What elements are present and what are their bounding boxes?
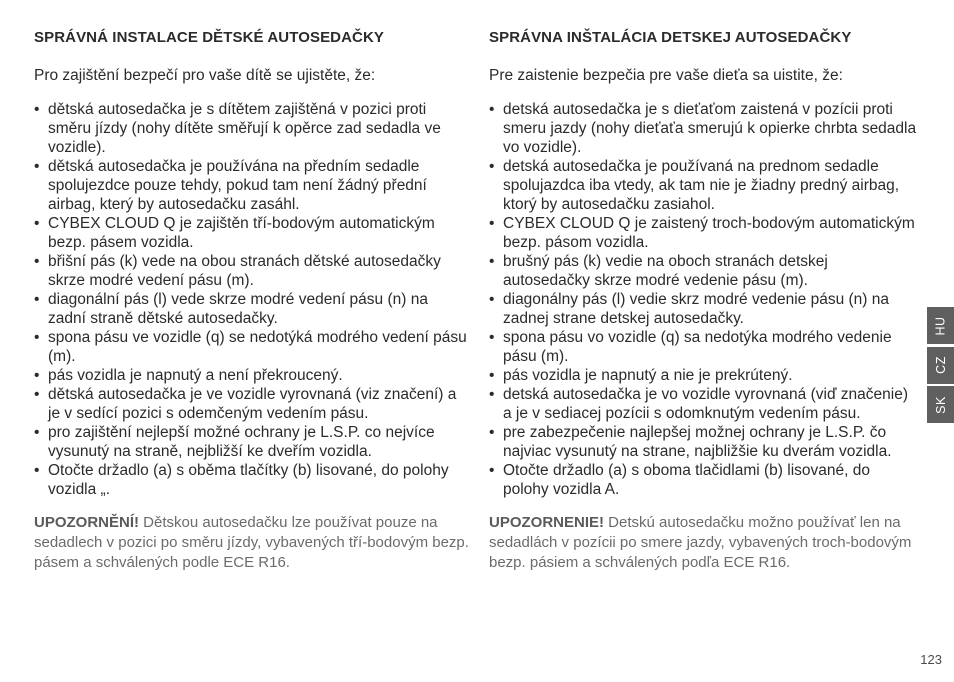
cz-heading: SPRÁVNÁ INSTALACE DĚTSKÉ AUTOSEDAČKY	[34, 29, 385, 46]
language-tabs	[927, 307, 954, 426]
cz-bullet-item: • dětská autosedačka je ve vozidle vyrovnaná (viz značení) a je v sedící pozici s odemčeným vedením pásu.	[34, 385, 470, 423]
language-tab-sk[interactable]: SK	[927, 386, 954, 423]
sk-bullet-item: • detská autosedačka je s dieťaťom zaistená v pozícii proti smeru jazdy (nohy dieťaťa smerujú k opierke chrbta sedadla vo vozidle).	[489, 100, 919, 157]
sk-bullet-item: • CYBEX CLOUD Q je zaistený troch-bodovým automatickým bezp. pásom vozidla.	[489, 214, 919, 252]
language-tab-hu[interactable]: HU	[927, 307, 954, 344]
cz-bullet-item: • dětská autosedačka je používána na předním sedadle spolujezdce pouze tehdy, pokud tam není žádný přední airbag, který by autosedačku zasáhl.	[34, 157, 470, 214]
cz-bullet-item: • Otočte držadlo (a) s oběma tlačítky (b) lisované, do polohy vozidla „.	[34, 461, 470, 499]
sk-bullet-item: • pás vozidla je napnutý a nie je prekrútený.	[489, 366, 919, 385]
cz-bullet-item: • pás vozidla je napnutý a není překroucený.	[34, 366, 470, 385]
sk-heading: SPRÁVNA INŠTALÁCIA DETSKEJ AUTOSEDAČKY	[489, 29, 852, 46]
czech-column	[34, 28, 470, 573]
sk-bullet-item: • Otočte držadlo (a) s oboma tlačidlami (b) lisované, do polohy vozidla A.	[489, 461, 919, 499]
sk-bullet-item: • detská autosedačka je používaná na prednom sedadle spolujazdca iba vtedy, ak tam nie je žiadny predný airbag, ktorý by autosedačku zasiahol.	[489, 157, 919, 214]
sk-warning-label: UPOZORNENIE!	[489, 514, 605, 531]
cz-warning	[34, 513, 470, 573]
page-number: 123	[920, 652, 942, 667]
cz-warning-label: UPOZORNĚNÍ!	[34, 514, 139, 531]
sk-bullet-item: • pre zabezpečenie najlepšej možnej ochrany je L.S.P. čo najviac vysunutý na strane, najbližšie ku dverám vozidla.	[489, 423, 919, 461]
slovak-column	[489, 28, 919, 573]
cz-bullet-list	[34, 100, 470, 499]
language-tab-cz[interactable]: CZ	[927, 347, 954, 384]
cz-bullet-item: • diagonální pás (l) vede skrze modré vedení pásu (n) na zadní straně dětské autosedačky.	[34, 290, 470, 328]
cz-bullet-item: • CYBEX CLOUD Q je zajištěn tří-bodovým automatickým bezp. pásem vozidla.	[34, 214, 470, 252]
sk-bullet-item: • spona pásu vo vozidle (q) sa nedotýka modrého vedenie pásu (m).	[489, 328, 919, 366]
sk-warning-text: Detskú autosedačku možno používať len na sedadlách v pozícii po smere jazdy, vybavených troch-bodovým bezp. pásiem a schválených podľa ECE R16.	[489, 514, 912, 571]
sk-warning	[489, 513, 919, 573]
sk-bullet-list	[489, 100, 919, 499]
cz-bullet-item: • pro zajištění nejlepší možné ochrany je L.S.P. co nejvíce vysunutý na straně, nejbližší ke dveřím vozidla.	[34, 423, 470, 461]
sk-bullet-item: • detská autosedačka je vo vozidle vyrovnaná (viď značenie) a je v sediacej pozícii s odomknutým vedením pásu.	[489, 385, 919, 423]
cz-bullet-item: • břišní pás (k) vede na obou stranách dětské autosedačky skrze modré vedení pásu (m).	[34, 252, 470, 290]
sk-intro: Pre zaistenie bezpečia pre vaše dieťa sa uistite, že:	[489, 67, 843, 84]
cz-intro: Pro zajištění bezpečí pro vaše dítě se ujistěte, že:	[34, 67, 376, 84]
sk-bullet-item: • brušný pás (k) vedie na oboch stranách detskej autosedačky skrze modré vedenie pásu (m).	[489, 252, 919, 290]
cz-warning-text: Dětskou autosedačku lze používat pouze na sedadlech v pozici po směru jízdy, vybavených tří-bodovým bezp. pásem a schválených podle ECE R16.	[34, 514, 469, 571]
cz-bullet-item: • dětská autosedačka je s dítětem zajištěná v pozici proti směru jízdy (nohy dítěte směřují k opěrce zad sedadla ve vozidle).	[34, 100, 470, 157]
sk-bullet-item: • diagonálny pás (l) vedie skrz modré vedenie pásu (n) na zadnej strane detskej autosedačky.	[489, 290, 919, 328]
cz-bullet-item: • spona pásu ve vozidle (q) se nedotýká modrého vedení pásu (m).	[34, 328, 470, 366]
